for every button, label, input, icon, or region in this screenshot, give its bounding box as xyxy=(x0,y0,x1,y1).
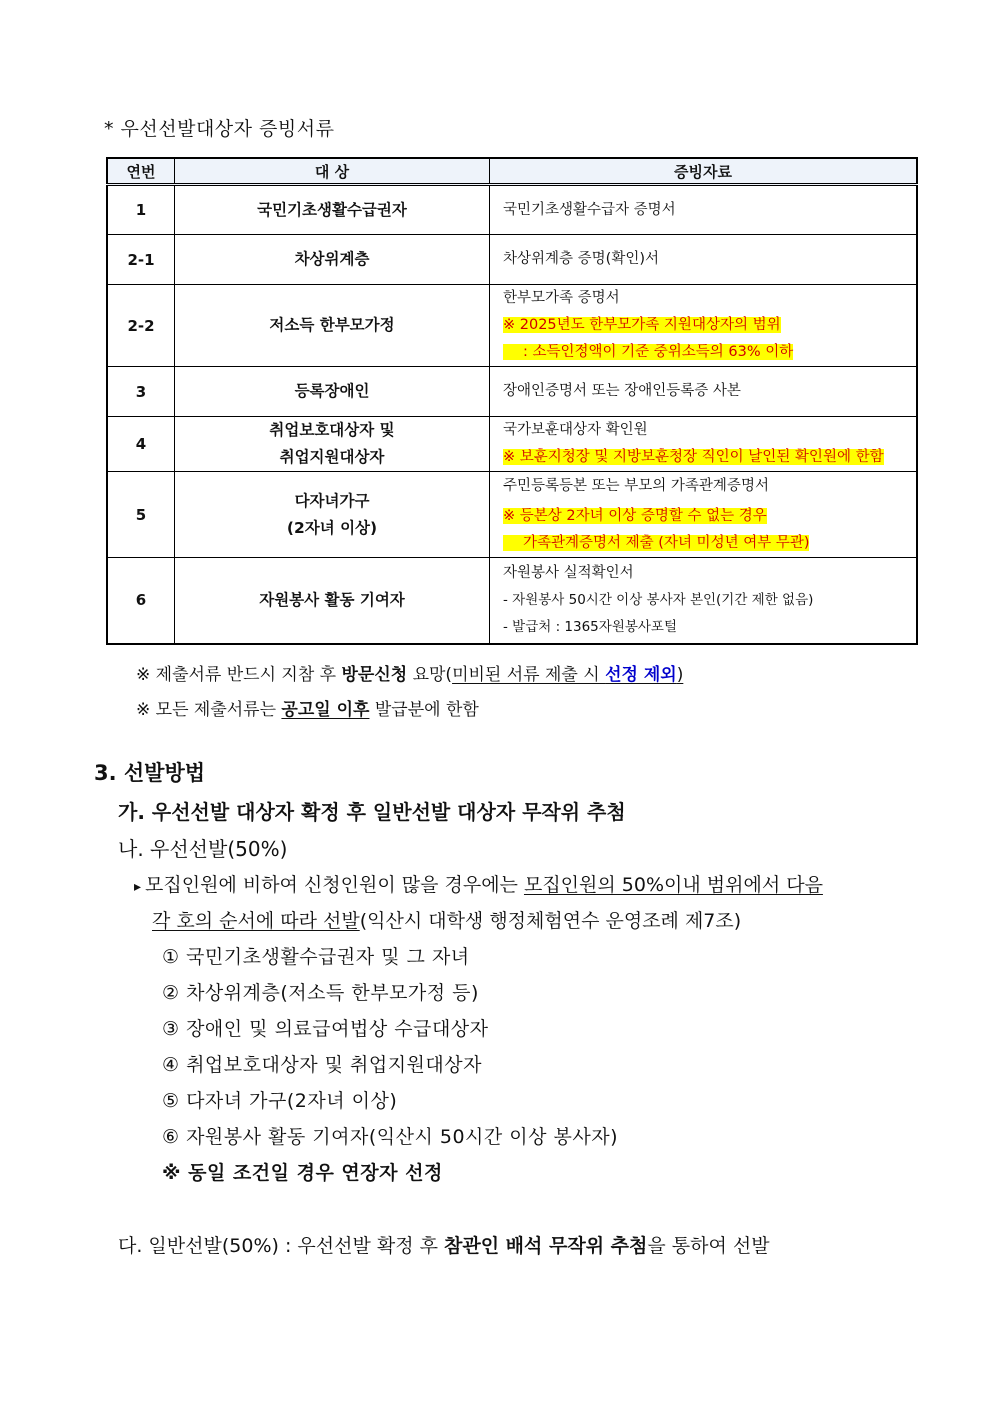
row-document-detail: - 자원봉사 50시간 이상 봉사자 본인(기간 제한 없음) xyxy=(503,591,814,608)
row-document: 차상위계층 증명(확인)서 xyxy=(490,235,918,285)
tie-break-note: ※ 동일 조건일 경우 연장자 선정 xyxy=(162,1162,443,1184)
paragraph-text: 을 통하여 선발 xyxy=(647,1235,770,1257)
priority-paragraph-line2 xyxy=(152,906,741,933)
list-item: ② 차상위계층(저소득 한부모가정 등) xyxy=(162,982,479,1004)
row-target: 저소득 한부모가정 xyxy=(175,285,490,367)
note-text: ※ 제출서류 반드시 지참 후 xyxy=(136,665,342,685)
subsection-ga: 가. 우선선발 대상자 확정 후 일반선발 대상자 무작위 추첨 xyxy=(118,800,626,824)
note-text: 발급분에 한함 xyxy=(369,700,479,720)
row-document-detail: - 발급처 : 1365자원봉사포털 xyxy=(503,618,678,635)
row-number: 6 xyxy=(107,558,175,644)
row-target: 취업보호대상자 및 xyxy=(269,421,395,439)
evidence-documents-table xyxy=(106,157,918,645)
row-number: 2-2 xyxy=(107,285,175,367)
table-row xyxy=(107,285,917,367)
subsection-na: 나. 우선선발(50%) xyxy=(118,837,288,861)
highlight-note: ※ 2025년도 한부모가족 지원대상자의 범위 xyxy=(503,317,781,333)
priority-paragraph-line1 xyxy=(134,870,823,897)
note-text: 요망( xyxy=(407,665,453,685)
row-target: 차상위계층 xyxy=(175,235,490,285)
row-target: 자원봉사 활동 기여자 xyxy=(175,558,490,644)
header-target: 대 상 xyxy=(175,158,490,185)
paragraph-text: 다. 일반선발(50%) : 우선선발 확정 후 xyxy=(118,1235,444,1257)
table-row xyxy=(107,367,917,417)
issue-date-note xyxy=(136,695,479,720)
row-target: 국민기초생활수급권자 xyxy=(175,185,490,235)
header-evidence: 증빙자료 xyxy=(490,158,918,185)
row-number: 4 xyxy=(107,417,175,472)
row-number: 3 xyxy=(107,367,175,417)
paragraph-emphasis: 참관인 배석 무작위 추첨 xyxy=(443,1235,648,1257)
paragraph-emphasis: 모집인원의 50%이내 범위에서 다음 xyxy=(523,874,823,896)
row-document-cell xyxy=(490,558,918,644)
paragraph-emphasis: 각 호의 순서에 따라 선발 xyxy=(152,910,360,932)
list-item: ⑤ 다자녀 가구(2자녀 이상) xyxy=(162,1090,398,1112)
highlight-note: 가족관계증명서 제출 (자녀 미성년 여부 무관) xyxy=(503,535,809,551)
submission-note xyxy=(136,660,683,685)
section-heading: 3. 선발방법 xyxy=(94,761,206,785)
bullet-icon: ▸ xyxy=(134,879,142,895)
row-target: 취업지원대상자 xyxy=(279,448,385,466)
list-item: ⑥ 자원봉사 활동 기여자(익산시 50시간 이상 봉사자) xyxy=(162,1126,618,1148)
note-emphasis: 공고일 이후 xyxy=(281,700,370,720)
table-row xyxy=(107,417,917,472)
table-row xyxy=(107,185,917,235)
row-target: 등록장애인 xyxy=(175,367,490,417)
row-target: 다자녀가구 xyxy=(294,491,370,510)
table-row xyxy=(107,235,917,285)
row-document: 국가보훈대상자 확인원 xyxy=(503,422,648,438)
row-document-cell xyxy=(490,285,918,367)
list-item: ④ 취업보호대상자 및 취업지원대상자 xyxy=(162,1054,482,1076)
document-title: * 우선선발대상자 증빙서류 xyxy=(104,118,335,140)
row-document: 국민기초생활수급자 증명서 xyxy=(490,185,918,235)
note-text: ※ 모든 제출서류는 xyxy=(136,700,282,720)
note-emphasis: 방문신청 xyxy=(341,665,408,685)
row-document-cell xyxy=(490,417,918,472)
row-number: 2-1 xyxy=(107,235,175,285)
row-number: 1 xyxy=(107,185,175,235)
row-number: 5 xyxy=(107,472,175,558)
table-row xyxy=(107,558,917,644)
table-header-row xyxy=(107,158,917,185)
paragraph-text: (익산시 대학생 행정체험연수 운영조례 제7조) xyxy=(359,910,742,932)
row-document: 한부모가족 증명서 xyxy=(503,290,620,306)
row-document: 장애인증명서 또는 장애인등록증 사본 xyxy=(490,367,918,417)
row-document: 주민등록등본 또는 부모의 가족관계증명서 xyxy=(503,477,769,494)
highlight-note: ※ 등본상 2자녀 이상 증명할 수 없는 경우 xyxy=(503,507,767,524)
row-target-cell xyxy=(175,472,490,558)
row-target: (2자녀 이상) xyxy=(286,518,378,537)
paragraph-text: 모집인원에 비하여 신청인원이 많을 경우에는 xyxy=(145,874,524,896)
highlight-note: ※ 보훈지청장 및 지방보훈청장 직인이 날인된 확인원에 한함 xyxy=(503,449,884,465)
row-target-cell xyxy=(175,417,490,472)
row-document: 자원봉사 실적확인서 xyxy=(503,564,634,581)
highlight-note: : 소득인정액이 기준 중위소득의 63% 이하 xyxy=(503,344,793,360)
list-item: ① 국민기초생활수급권자 및 그 자녀 xyxy=(162,946,470,968)
header-number: 연번 xyxy=(107,158,175,185)
note-emphasis: 선정 제외 xyxy=(605,665,677,685)
note-text: 미비된 서류 제출 시 xyxy=(452,665,606,685)
subsection-da xyxy=(118,1231,770,1258)
table-row xyxy=(107,472,917,558)
list-item: ③ 장애인 및 의료급여법상 수급대상자 xyxy=(162,1018,489,1040)
row-document-cell xyxy=(490,472,918,558)
note-text: ) xyxy=(676,665,684,685)
